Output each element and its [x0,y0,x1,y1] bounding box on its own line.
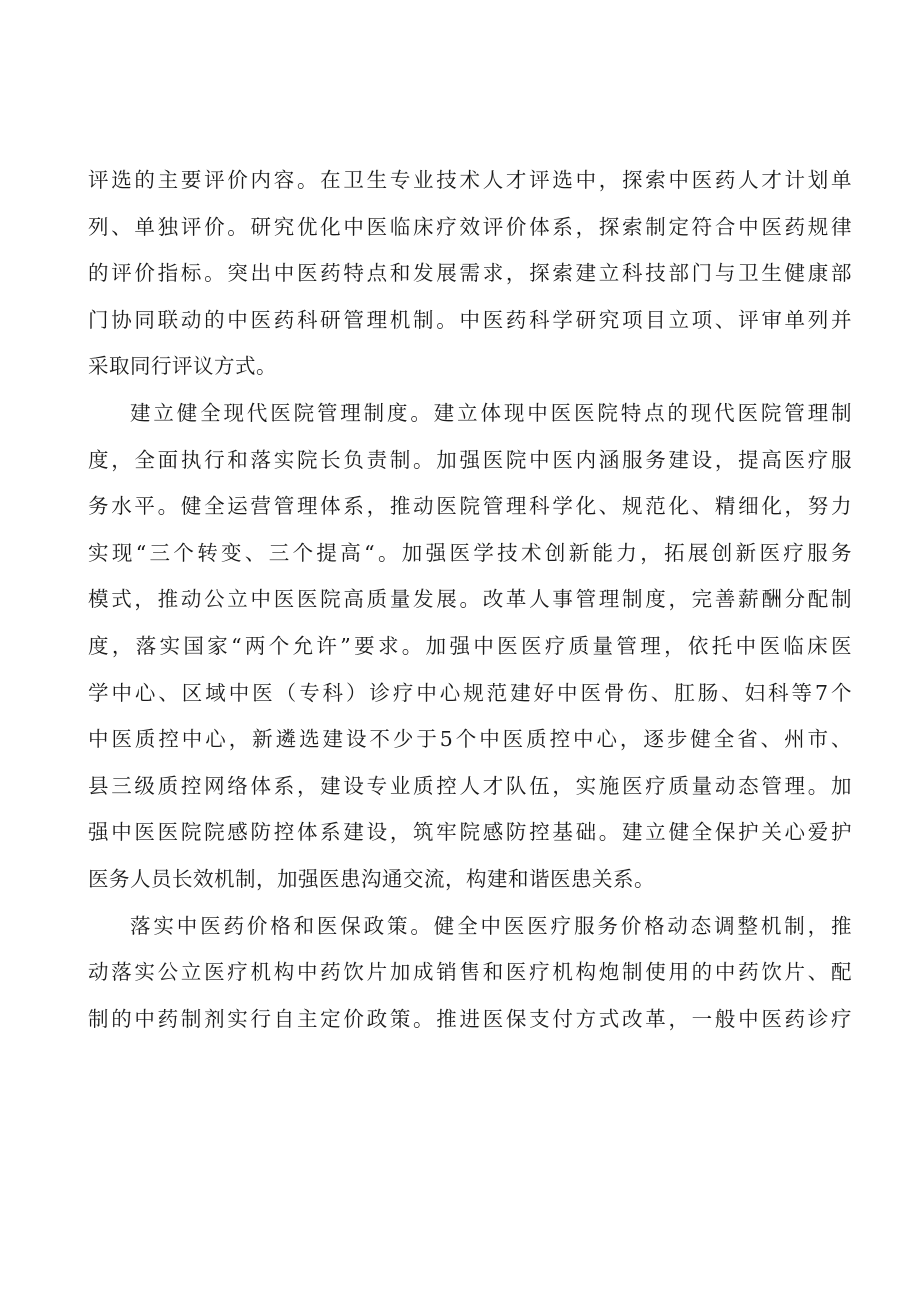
text-line: 中医质控中心，新遴选建设不少于5个中医质控中心，逐步健全省、州市、 [88,727,852,752]
text-line: 度，落实国家“两个允许”要求。加强中医医疗质量管理，依托中医临床医 [88,633,852,658]
text-line: 建立健全现代医院管理制度。建立体现中医医院特点的现代医院管理制 [130,400,852,425]
text-line: 医务人员长效机制，加强医患沟通交流，构建和谐医患关系。 [88,866,655,891]
text-line: 门协同联动的中医药科研管理机制。中医药科学研究项目立项、评审单列并 [88,307,852,332]
text-line: 县三级质控网络体系，建设专业质控人才队伍，实施医疗质量动态管理。加 [88,773,852,798]
text-line: 列、单独评价。研究优化中医临床疗效评价体系，探索制定符合中医药规律 [88,214,852,239]
text-line: 务水平。健全运营管理体系，推动医院管理科学化、规范化、精细化，努力 [88,494,852,519]
text-line: 落实中医药价格和医保政策。健全中医医疗服务价格动态调整机制，推 [130,913,852,938]
paragraph-hospital-management [88,390,852,903]
text-line: 实现“三个转变、三个提高“。加强医学技术创新能力，拓展创新医疗服务 [88,540,852,565]
body-text [88,157,852,1042]
text-line: 评选的主要评价内容。在卫生专业技术人才评选中，探索中医药人才计划单 [88,168,852,192]
text-line: 学中心、区域中医（专科）诊疗中心规范建好中医骨伤、肛肠、妇科等7个 [88,680,852,705]
text-line: 动落实公立医疗机构中药饮片加成销售和医疗机构炮制使用的中药饮片、配 [88,960,852,985]
text-line: 度，全面执行和落实院长负责制。加强医院中医内涵服务建设，提高医疗服 [88,447,852,472]
text-line: 采取同行评议方式。 [88,354,277,379]
text-line: 强中医医院院感防控体系建设，筑牢院感防控基础。建立健全保护关心爱护 [88,820,852,845]
paragraph-evaluation [88,157,852,390]
text-line: 制的中药制剂实行自主定价政策。推进医保支付方式改革，一般中医药诊疗 [88,1006,852,1031]
paragraph-pricing-insurance [88,903,852,1043]
text-line: 模式，推动公立中医医院高质量发展。改革人事管理制度，完善薪酬分配制 [88,587,852,612]
text-line: 的评价指标。突出中医药特点和发展需求，探索建立科技部门与卫生健康部 [88,261,852,286]
